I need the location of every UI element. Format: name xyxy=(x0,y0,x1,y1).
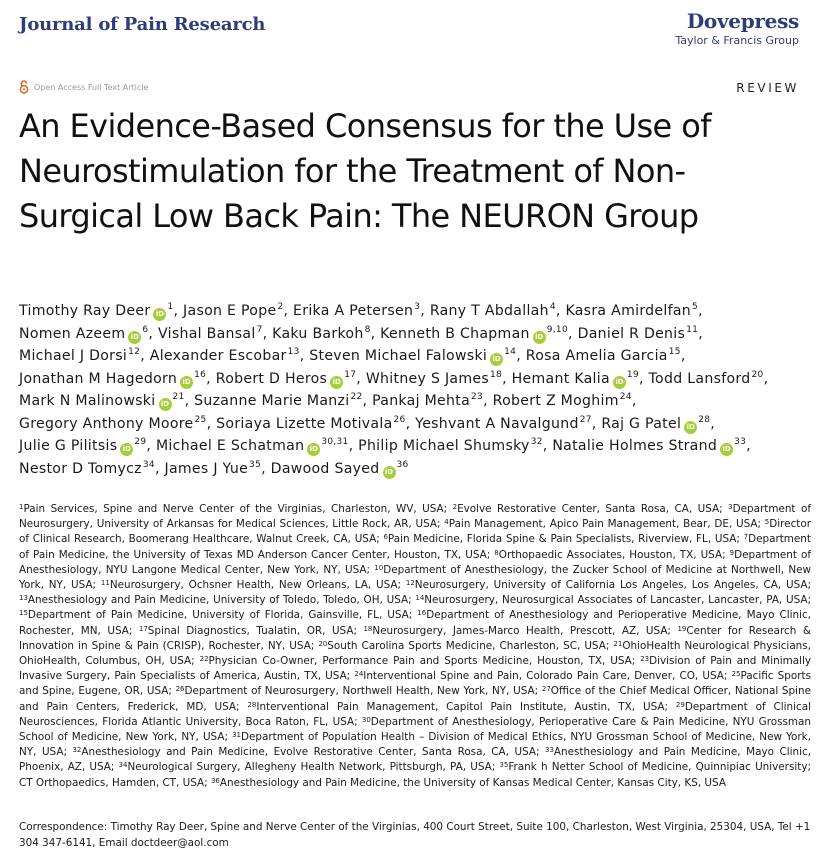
affiliation-text: Office of the Chief Medical Officer, National Spine and Pain Centers, Frederick, MD, USA; xyxy=(19,685,811,713)
author-name: Robert D Heros xyxy=(215,370,328,387)
author-name: Timothy Ray Deer xyxy=(19,303,151,319)
author-affiliation-ref: 11 xyxy=(686,324,699,335)
orcid-icon[interactable]: iD xyxy=(613,376,626,389)
author-affiliation-ref: 18 xyxy=(490,369,503,380)
affiliation-text: Department of Anesthesiology, NYU Langone Medical Center, New York, NY, USA; xyxy=(19,548,811,576)
author-name: Jason E Pope xyxy=(183,303,277,319)
author-affiliation-ref: 2 xyxy=(277,302,284,312)
affiliation-number: 35 xyxy=(499,761,509,770)
orcid-icon[interactable]: iD xyxy=(720,443,733,456)
affiliation-number: 3 xyxy=(728,503,733,511)
affiliation-item xyxy=(494,549,729,561)
author-name: Mark N Malinowski xyxy=(19,393,156,409)
affiliation-text: Department of Pain Medicine, the University of Texas MD Anderson Cancer Center, Houston, TX, USA; xyxy=(19,533,811,561)
open-access-icon xyxy=(19,80,29,94)
orcid-icon[interactable]: iD xyxy=(684,421,697,434)
author: Julie G Pilitsis $iD^{29}$, xyxy=(19,437,152,454)
affiliation-text: Department of Anesthesiology, the Zucker School of Medicine at Northwell, New York, NY, USA; xyxy=(19,563,811,592)
affiliation-number: 6 xyxy=(383,533,388,542)
affiliation-number: 8 xyxy=(494,548,499,557)
author-name: James J Yue xyxy=(164,460,249,477)
author-name: Soriaya Lizette Motivala xyxy=(216,415,393,432)
author-affiliation-ref: 4 xyxy=(549,302,556,312)
affiliation-item xyxy=(19,503,453,515)
author-affiliation-ref: 8 xyxy=(364,324,371,335)
affiliation-text: Interventional Pain Management, Capitol Pain Institute, Austin, TX, USA; xyxy=(256,700,676,713)
author-name: Rany T Abdallah xyxy=(429,303,549,319)
author: Yeshvant A Navalgund$^{27}$, xyxy=(415,414,597,432)
affiliation-text: Neurosurgery, James-Marco Health, Prescott, AZ, USA; xyxy=(372,624,678,637)
affiliation-text: Department of Neurosurgery, Northwell Health, New York, NY, USA; xyxy=(184,685,542,698)
author-affiliation-ref: 27 xyxy=(579,414,592,425)
author: Philip Michael Shumsky$^{32}$, xyxy=(358,437,548,454)
author: Kasra Amirdelfan$^5$, xyxy=(565,302,703,319)
affiliation-item xyxy=(383,533,743,545)
author: Rany T Abdallah$^4$, xyxy=(429,302,561,319)
affiliation-item xyxy=(200,655,641,667)
affiliation-item xyxy=(406,579,811,591)
correspondence: Correspondence: Timothy Ray Deer, Spine and Nerve Center of the Virginias, 400 Court Street, Suite 100, Charleston, West Virginia, 25304, USA, Tel +1 304 347-6141, Email doctdeer@aol.com xyxy=(19,821,811,849)
affiliation-number: 24 xyxy=(354,670,364,679)
author-name: Alexander Escobar xyxy=(149,348,287,364)
author: Alexander Escobar$^{13}$, xyxy=(149,347,305,364)
affiliation-text: Division of Pain and Minimally Invasive Surgery, Pain Specialists of America, Austin, TX, USA; xyxy=(19,655,811,683)
author: James J Yue$^{35}$, xyxy=(164,459,266,477)
author: Natalie Holmes Strand $iD^{33}$, xyxy=(552,437,751,454)
author: Jason E Pope$^2$, xyxy=(183,302,289,319)
affiliations xyxy=(19,502,811,791)
author-affiliation-ref: 5 xyxy=(692,302,699,312)
affiliation-text: Physician Co-Owner, Performance Pain and Sports Medicine, Houston, TX, USA; xyxy=(208,655,641,668)
affiliation-text: Director of Clinical Research, Boomerang Healthcare, Walnut Creek, CA, USA; xyxy=(19,518,811,546)
author-affiliation-ref: 34 xyxy=(142,459,155,470)
author-affiliation-ref: 1 xyxy=(167,302,174,312)
affiliation-item xyxy=(19,594,415,606)
author: Robert Z Moghim$^{24}$, xyxy=(492,392,637,409)
affiliation-number: 10 xyxy=(374,563,384,572)
affiliation-number: 25 xyxy=(731,670,741,679)
author-affiliation-ref: 21 xyxy=(172,392,185,402)
affiliation-number: 20 xyxy=(318,639,328,648)
author-affiliation-ref: 13 xyxy=(287,347,300,357)
author-name: Natalie Holmes Strand xyxy=(552,438,718,454)
author-affiliation-ref: 7 xyxy=(256,324,263,335)
orcid-icon[interactable]: iD xyxy=(180,376,193,389)
orcid-icon[interactable]: iD xyxy=(153,308,166,321)
affiliation-number: 9 xyxy=(729,548,735,557)
author: Vishal Bansal$^7$, xyxy=(157,324,268,342)
affiliation-item xyxy=(211,777,726,789)
author-name: Vishal Bansal xyxy=(157,325,256,342)
author-name: Philip Michael Shumsky xyxy=(358,438,530,454)
author-affiliation-ref: 17 xyxy=(344,369,357,380)
affiliation-item xyxy=(247,701,675,713)
author: Kenneth B Chapman iD$^{9,10}$, xyxy=(380,324,573,342)
affiliation-number: 2 xyxy=(452,503,458,511)
author-list xyxy=(19,300,809,480)
affiliation-number: 26 xyxy=(175,685,185,694)
affiliation-number: 13 xyxy=(19,594,28,603)
orcid-icon[interactable]: iD xyxy=(159,398,172,411)
affiliation-text: Orthopaedic Associates, Houston, TX, USA; xyxy=(498,548,730,561)
author: Whitney S James$^{18}$, xyxy=(365,369,507,387)
orcid-icon[interactable]: iD xyxy=(330,376,343,389)
affiliation-number: 17 xyxy=(138,624,148,633)
orcid-icon[interactable]: iD xyxy=(533,331,546,344)
affiliation-text: Neurosurgery, Neurosurgical Associates of Lancaster, Lancaster, PA, USA; xyxy=(424,594,812,607)
author-name: Pankaj Mehta xyxy=(372,393,471,409)
affiliation-number: 27 xyxy=(541,685,551,694)
author: Daniel R Denis$^{11}$, xyxy=(577,324,703,342)
affiliation-text: South Carolina Sports Medicine, Charleston, SC, USA; xyxy=(327,639,614,652)
affiliation-item xyxy=(453,503,729,515)
affiliation-number: 33 xyxy=(545,746,554,755)
author-affiliation-ref: 28 xyxy=(698,414,711,425)
affiliation-number: 14 xyxy=(415,594,425,603)
author: Rosa Amelia Garcia$^{15}$, xyxy=(525,347,686,364)
affiliation-number: 18 xyxy=(363,624,373,633)
affiliation-text: Anesthesiology and Pain Medicine, the University of Kansas Medical Center, Kansas City, KS, USA xyxy=(219,776,726,789)
author: Pankaj Mehta$^{23}$, xyxy=(372,392,488,409)
affiliation-number: 23 xyxy=(640,655,650,664)
author: Gregory Anthony Moore$^{25}$, xyxy=(19,414,212,432)
affiliation-item xyxy=(354,670,731,682)
author-affiliation-ref: 12 xyxy=(128,347,141,357)
affiliation-text: Department of Population Health – Division of Medical Ethics, NYU Grossman School of Medicine, New York, NY, USA; xyxy=(19,731,811,759)
author-affiliation-ref: 3 xyxy=(414,302,421,312)
publisher-logo xyxy=(675,8,799,48)
journal-name: Journal of Pain Research xyxy=(19,14,266,35)
affiliation-text: Center for Research & Innovation in Spine & Pain (CRISP), Rochester, NY, USA; xyxy=(19,624,811,652)
author-affiliation-ref: 33 xyxy=(734,437,747,447)
author: Steven Michael Falowski $iD^{14}$, xyxy=(309,347,521,364)
author-affiliation-ref: 6 xyxy=(142,324,149,335)
affiliation-number: 4 xyxy=(444,518,449,527)
affiliation-text: Pain Medicine, Florida Spine & Pain Specialists, Riverview, FL, USA; xyxy=(387,533,744,546)
affiliation-number: 34 xyxy=(118,761,128,770)
author-name: Dawood Sayed xyxy=(270,460,380,477)
affiliation-text: Neurosurgery, Ochsner Health, New Orleans, LA, USA; xyxy=(109,579,406,592)
affiliation-text: Pacific Sports and Spine, Eugene, OR, USA; xyxy=(19,670,811,698)
affiliation-item xyxy=(101,579,406,591)
affiliation-number: 36 xyxy=(210,776,220,785)
author-affiliation-ref: 20 xyxy=(751,369,764,380)
affiliation-text: Department of Pain Medicine, University of Florida, Gainsville, FL, USA; xyxy=(27,609,418,622)
affiliation-number: 29 xyxy=(675,700,685,709)
author-name: Gregory Anthony Moore xyxy=(19,415,194,432)
author-name: Nestor D Tomycz xyxy=(19,460,142,477)
publisher-subtitle: Taylor & Francis Group xyxy=(675,34,799,47)
affiliation-text: Spinal Diagnostics, Tualatin, OR, USA; xyxy=(147,624,364,637)
affiliation-text: Department of Neurosurgery, University of Arkansas for Medical Sciences, Little Rock, AR, USA; xyxy=(19,503,811,531)
author: Suzanne Marie Manzi$^{22}$, xyxy=(194,392,368,409)
author: Erika A Petersen$^3$, xyxy=(293,302,426,319)
author-affiliation-ref: 15 xyxy=(668,347,681,357)
affiliation-item xyxy=(176,685,542,697)
author: Jonathan M Hagedorn $iD^{16}$, xyxy=(19,369,211,387)
author-name: Nomen Azeem xyxy=(19,325,126,342)
affiliation-text: Interventional Spine and Pain, Colorado Pain Care, Denver, CO, USA; xyxy=(363,670,732,683)
orcid-icon[interactable]: iD xyxy=(490,353,503,366)
author-name: Steven Michael Falowski xyxy=(309,348,488,364)
author-name: Rosa Amelia Garcia xyxy=(525,348,668,364)
affiliation-text: Anesthesiology and Pain Medicine, University of Toledo, Toledo, OH, USA; xyxy=(27,594,416,607)
affiliation-text: Pain Management, Apico Pain Management, Bear, DE, USA; xyxy=(448,518,765,531)
author: Nomen Azeem $iD^6$, xyxy=(19,324,154,342)
affiliation-number: 1 xyxy=(19,503,24,511)
author-name: Michael J Dorsi xyxy=(19,348,128,364)
affiliation-text: Anesthesiology and Pain Medicine, Mayo Clinic, Phoenix, AZ, USA; xyxy=(19,746,811,774)
article-title: An Evidence-Based Consensus for the Use of Neurostimulation for the Treatment of Non-Surgical Low Back Pain: The NEURON Group xyxy=(19,107,711,235)
author-name: Michael E Schatman xyxy=(155,438,305,454)
author-name: Whitney S James xyxy=(365,370,490,387)
affiliation-text: Evolve Restorative Center, Santa Rosa, CA, USA; xyxy=(457,503,729,515)
author-name: Robert Z Moghim xyxy=(492,393,619,409)
affiliation-number: 12 xyxy=(405,579,415,588)
publisher-name: Dovepress xyxy=(686,9,799,33)
affiliation-number: 21 xyxy=(613,639,623,648)
open-access-badge xyxy=(19,80,148,94)
author xyxy=(271,461,409,477)
article-type: REVIEW xyxy=(736,81,799,95)
affiliation-text: Neurological Surgery, Allegheny Health Network, Pittsburgh, PA, USA; xyxy=(127,761,500,774)
author-affiliation-ref: 36 xyxy=(396,459,409,470)
author-affiliation-ref: 26 xyxy=(393,414,406,425)
author: Raj G Patel $iD^{28}$, xyxy=(601,414,716,432)
affiliation-number: 11 xyxy=(100,579,110,588)
affiliation-number: 31 xyxy=(232,731,241,740)
orcid-icon[interactable]: iD xyxy=(120,443,133,456)
author: Robert D Heros $iD^{17}$, xyxy=(215,369,362,387)
author-affiliation-ref: 24 xyxy=(619,392,632,402)
author-affiliation-ref: 23 xyxy=(471,392,484,402)
author-name: Yeshvant A Navalgund xyxy=(415,415,579,432)
author-affiliation-ref: 29 xyxy=(134,437,147,447)
affiliation-number: 22 xyxy=(199,655,209,664)
author: Kaku Barkoh$^8$, xyxy=(272,324,376,342)
affiliation-text: Pain Services, Spine and Nerve Center of the Virginias, Charleston, WV, USA; xyxy=(23,503,453,515)
affiliation-text: Department of Clinical Neurosciences, Florida Atlantic University, Boca Raton, FL, USA; xyxy=(19,700,811,728)
author-affiliation-ref: 35 xyxy=(249,459,262,470)
author-name: Erika A Petersen xyxy=(293,303,414,319)
author-affiliation-ref: 19 xyxy=(626,369,639,380)
author-name: Kaku Barkoh xyxy=(272,325,364,342)
author-affiliation-ref: 22 xyxy=(350,392,363,402)
author-name: Hemant Kalia xyxy=(511,370,610,387)
affiliation-item xyxy=(19,609,417,621)
author-name: Julie G Pilitsis xyxy=(19,438,118,454)
affiliation-text: Frank h Netter School of Medicine, Quinnipiac University; CT Orthopaedics, Hamden, CT, USA; xyxy=(19,761,811,789)
orcid-icon[interactable]: iD xyxy=(128,331,141,344)
affiliation-number: 32 xyxy=(72,746,82,755)
affiliation-item xyxy=(139,625,364,637)
author: Hemant Kalia $iD^{19}$, xyxy=(511,369,644,387)
affiliation-number: 16 xyxy=(417,609,427,618)
affiliation-number: 15 xyxy=(19,609,28,618)
affiliation-number: 30 xyxy=(361,715,371,724)
orcid-icon[interactable]: iD xyxy=(383,466,396,479)
affiliation-item xyxy=(318,640,613,652)
affiliation-text: Department of Anesthesiology and Perioperative Medicine, Mayo Clinic, Rochester, MN, USA; xyxy=(19,609,811,637)
author: Michael J Dorsi$^{12}$, xyxy=(19,347,145,364)
affiliation-item xyxy=(415,594,811,606)
author-affiliation-ref: 9,10 xyxy=(546,324,568,335)
author-affiliation-ref: 14 xyxy=(504,347,517,357)
affiliation-number: 7 xyxy=(743,533,749,542)
author-name: Jonathan M Hagedorn xyxy=(19,370,178,387)
orcid-icon[interactable]: iD xyxy=(307,443,320,456)
affiliation-item xyxy=(72,746,545,758)
author-name: Kasra Amirdelfan xyxy=(565,303,692,319)
affiliation-number: 19 xyxy=(677,624,687,633)
author-name: Raj G Patel xyxy=(601,415,682,432)
affiliation-item xyxy=(363,625,677,637)
open-access-label: Open Access Full Text Article xyxy=(34,82,149,92)
affiliation-item xyxy=(119,761,500,773)
author: Mark N Malinowski $iD^{21}$, xyxy=(19,392,190,409)
affiliation-item xyxy=(444,518,764,530)
affiliation-number: 28 xyxy=(247,700,257,709)
author-name: Daniel R Denis xyxy=(577,325,686,342)
author: Soriaya Lizette Motivala$^{26}$, xyxy=(216,414,411,432)
author-name: Suzanne Marie Manzi xyxy=(194,393,350,409)
author: Todd Lansford$^{20}$, xyxy=(648,369,769,387)
author: Nestor D Tomycz$^{34}$, xyxy=(19,459,160,477)
author: Timothy Ray Deer $iD^1$, xyxy=(19,302,179,319)
author-affiliation-ref: 16 xyxy=(194,369,207,380)
author-affiliation-ref: 30,31 xyxy=(321,437,349,447)
author-name: Kenneth B Chapman xyxy=(380,325,530,342)
author-name: Todd Lansford xyxy=(648,370,751,387)
author-affiliation-ref: 25 xyxy=(194,414,207,425)
affiliation-text: Neurosurgery, University of California Los Angeles, Los Angeles, CA, USA; xyxy=(414,579,812,592)
affiliation-number: 5 xyxy=(764,518,770,527)
affiliation-text: Department of Anesthesiology, Perioperative Care & Pain Medicine, NYU Grossman School of Medicine, New York, NY, USA; xyxy=(19,715,811,744)
affiliation-text: OhioHealth Neurological Physicians, OhioHealth, Columbus, OH, USA; xyxy=(19,639,811,668)
affiliation-text: Anesthesiology and Pain Medicine, Evolve Restorative Center, Santa Rosa, CA, USA; xyxy=(81,746,545,759)
author-affiliation-ref: 32 xyxy=(530,437,543,447)
author: Michael E Schatman iD$^{30,31}$, xyxy=(155,437,354,454)
